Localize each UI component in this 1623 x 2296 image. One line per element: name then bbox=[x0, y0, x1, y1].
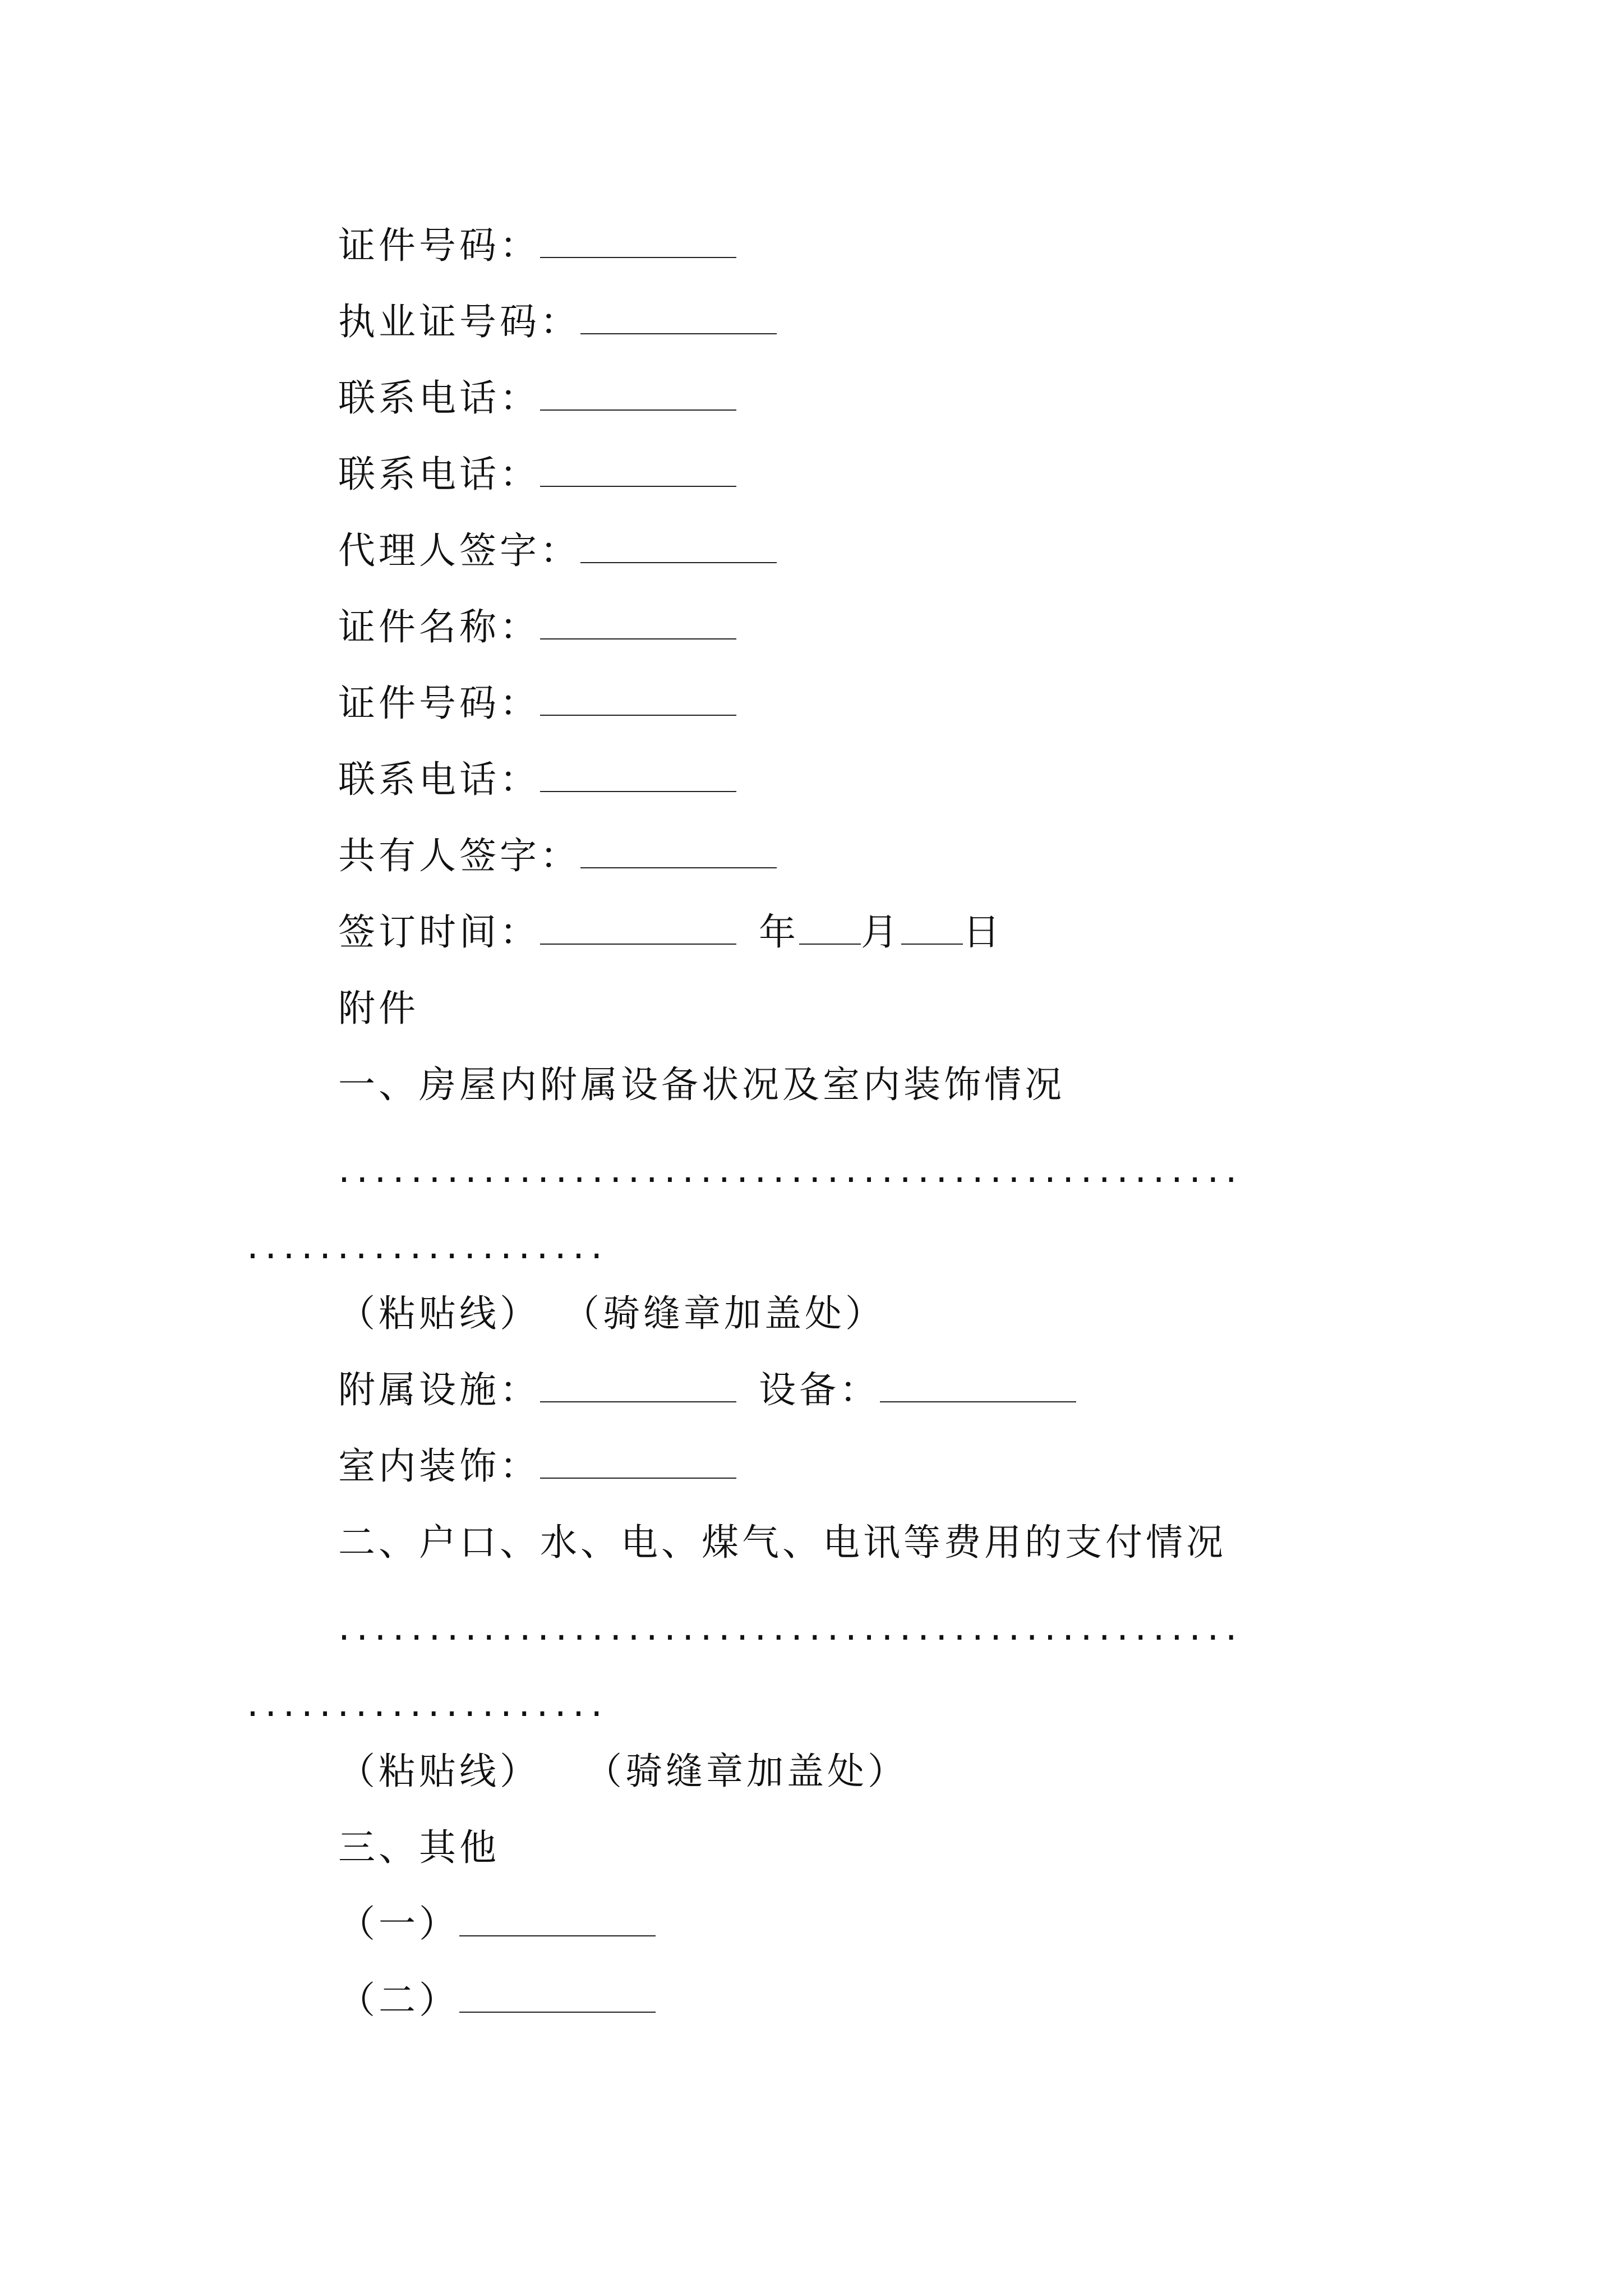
id-name-row bbox=[338, 602, 736, 652]
dotted-separator: .................... bbox=[247, 1682, 609, 1725]
dotted-separator: .................................................. bbox=[338, 1605, 1243, 1649]
year-label: 年 bbox=[759, 910, 799, 954]
phone-label: 联系电话： bbox=[338, 376, 540, 420]
phone-label: 联系电话： bbox=[338, 758, 540, 801]
item-1-label: （一） bbox=[338, 1902, 459, 1945]
paste-seal-row bbox=[338, 1746, 908, 1797]
sign-time-label: 签订时间： bbox=[338, 910, 540, 954]
id-number-label: 证件号码： bbox=[338, 224, 540, 267]
phone-label: 联系电话： bbox=[338, 453, 540, 496]
paste-line-label: （粘贴线） bbox=[338, 1750, 540, 1793]
month-label: 月 bbox=[861, 910, 901, 954]
facilities-blank[interactable] bbox=[540, 1370, 736, 1402]
agent-signature-label: 代理人签字： bbox=[338, 529, 580, 572]
section-1-title: 一、房屋内附属设备状况及室内装饰情况 bbox=[338, 1063, 1065, 1106]
phone-row-3 bbox=[338, 754, 736, 805]
agent-signature-blank[interactable] bbox=[580, 531, 777, 563]
equipment-label: 设备： bbox=[759, 1368, 880, 1411]
decoration-row bbox=[338, 1441, 736, 1492]
other-item-1 bbox=[338, 1899, 656, 1949]
id-name-label: 证件名称： bbox=[338, 605, 540, 648]
section-2-title: 二、户口、水、电、煤气、电讯等费用的支付情况 bbox=[338, 1521, 1227, 1564]
dotted-separator: .................... bbox=[247, 1224, 609, 1267]
month-blank[interactable] bbox=[799, 912, 861, 945]
phone-blank[interactable] bbox=[540, 378, 736, 411]
section-3-title: 三、其他 bbox=[338, 1826, 500, 1869]
co-owner-signature-row bbox=[338, 831, 777, 881]
other-item-2 bbox=[338, 1975, 656, 2026]
attachment-title: 附件 bbox=[338, 987, 419, 1030]
license-number-label: 执业证号码： bbox=[338, 300, 580, 343]
sign-time-row bbox=[338, 907, 1003, 958]
seal-label: （骑缝章加盖处） bbox=[585, 1750, 908, 1793]
dotted-separator: .................................................. bbox=[338, 1148, 1243, 1191]
seal-label: （骑缝章加盖处） bbox=[562, 1292, 886, 1335]
day-label: 日 bbox=[963, 910, 1003, 954]
license-number-row bbox=[338, 297, 777, 347]
paste-line-label: （粘贴线） bbox=[338, 1292, 540, 1335]
phone-blank[interactable] bbox=[540, 454, 736, 487]
facilities-label: 附属设施： bbox=[338, 1368, 540, 1411]
agent-signature-row bbox=[338, 526, 777, 576]
phone-row-1 bbox=[338, 373, 736, 424]
sign-time-blank[interactable] bbox=[540, 912, 736, 945]
phone-blank[interactable] bbox=[540, 760, 736, 792]
id-number-blank[interactable] bbox=[540, 226, 736, 258]
phone-row-2 bbox=[338, 449, 736, 500]
co-owner-signature-label: 共有人签字： bbox=[338, 834, 580, 877]
id-number-label: 证件号码： bbox=[338, 682, 540, 725]
item-2-blank[interactable] bbox=[459, 1980, 656, 2013]
co-owner-signature-blank[interactable] bbox=[580, 836, 777, 868]
id-number-row-2 bbox=[338, 678, 736, 729]
paste-seal-row bbox=[338, 1289, 886, 1339]
id-name-blank[interactable] bbox=[540, 607, 736, 639]
day-blank[interactable] bbox=[901, 912, 963, 945]
license-number-blank[interactable] bbox=[580, 302, 777, 334]
id-number-blank[interactable] bbox=[540, 683, 736, 716]
id-number-row bbox=[338, 220, 736, 271]
item-2-label: （二） bbox=[338, 1978, 459, 2022]
decoration-blank[interactable] bbox=[540, 1446, 736, 1479]
decoration-label: 室内装饰： bbox=[338, 1444, 540, 1488]
item-1-blank[interactable] bbox=[459, 1904, 656, 1936]
facilities-row bbox=[338, 1365, 1076, 1415]
equipment-blank[interactable] bbox=[880, 1370, 1076, 1402]
